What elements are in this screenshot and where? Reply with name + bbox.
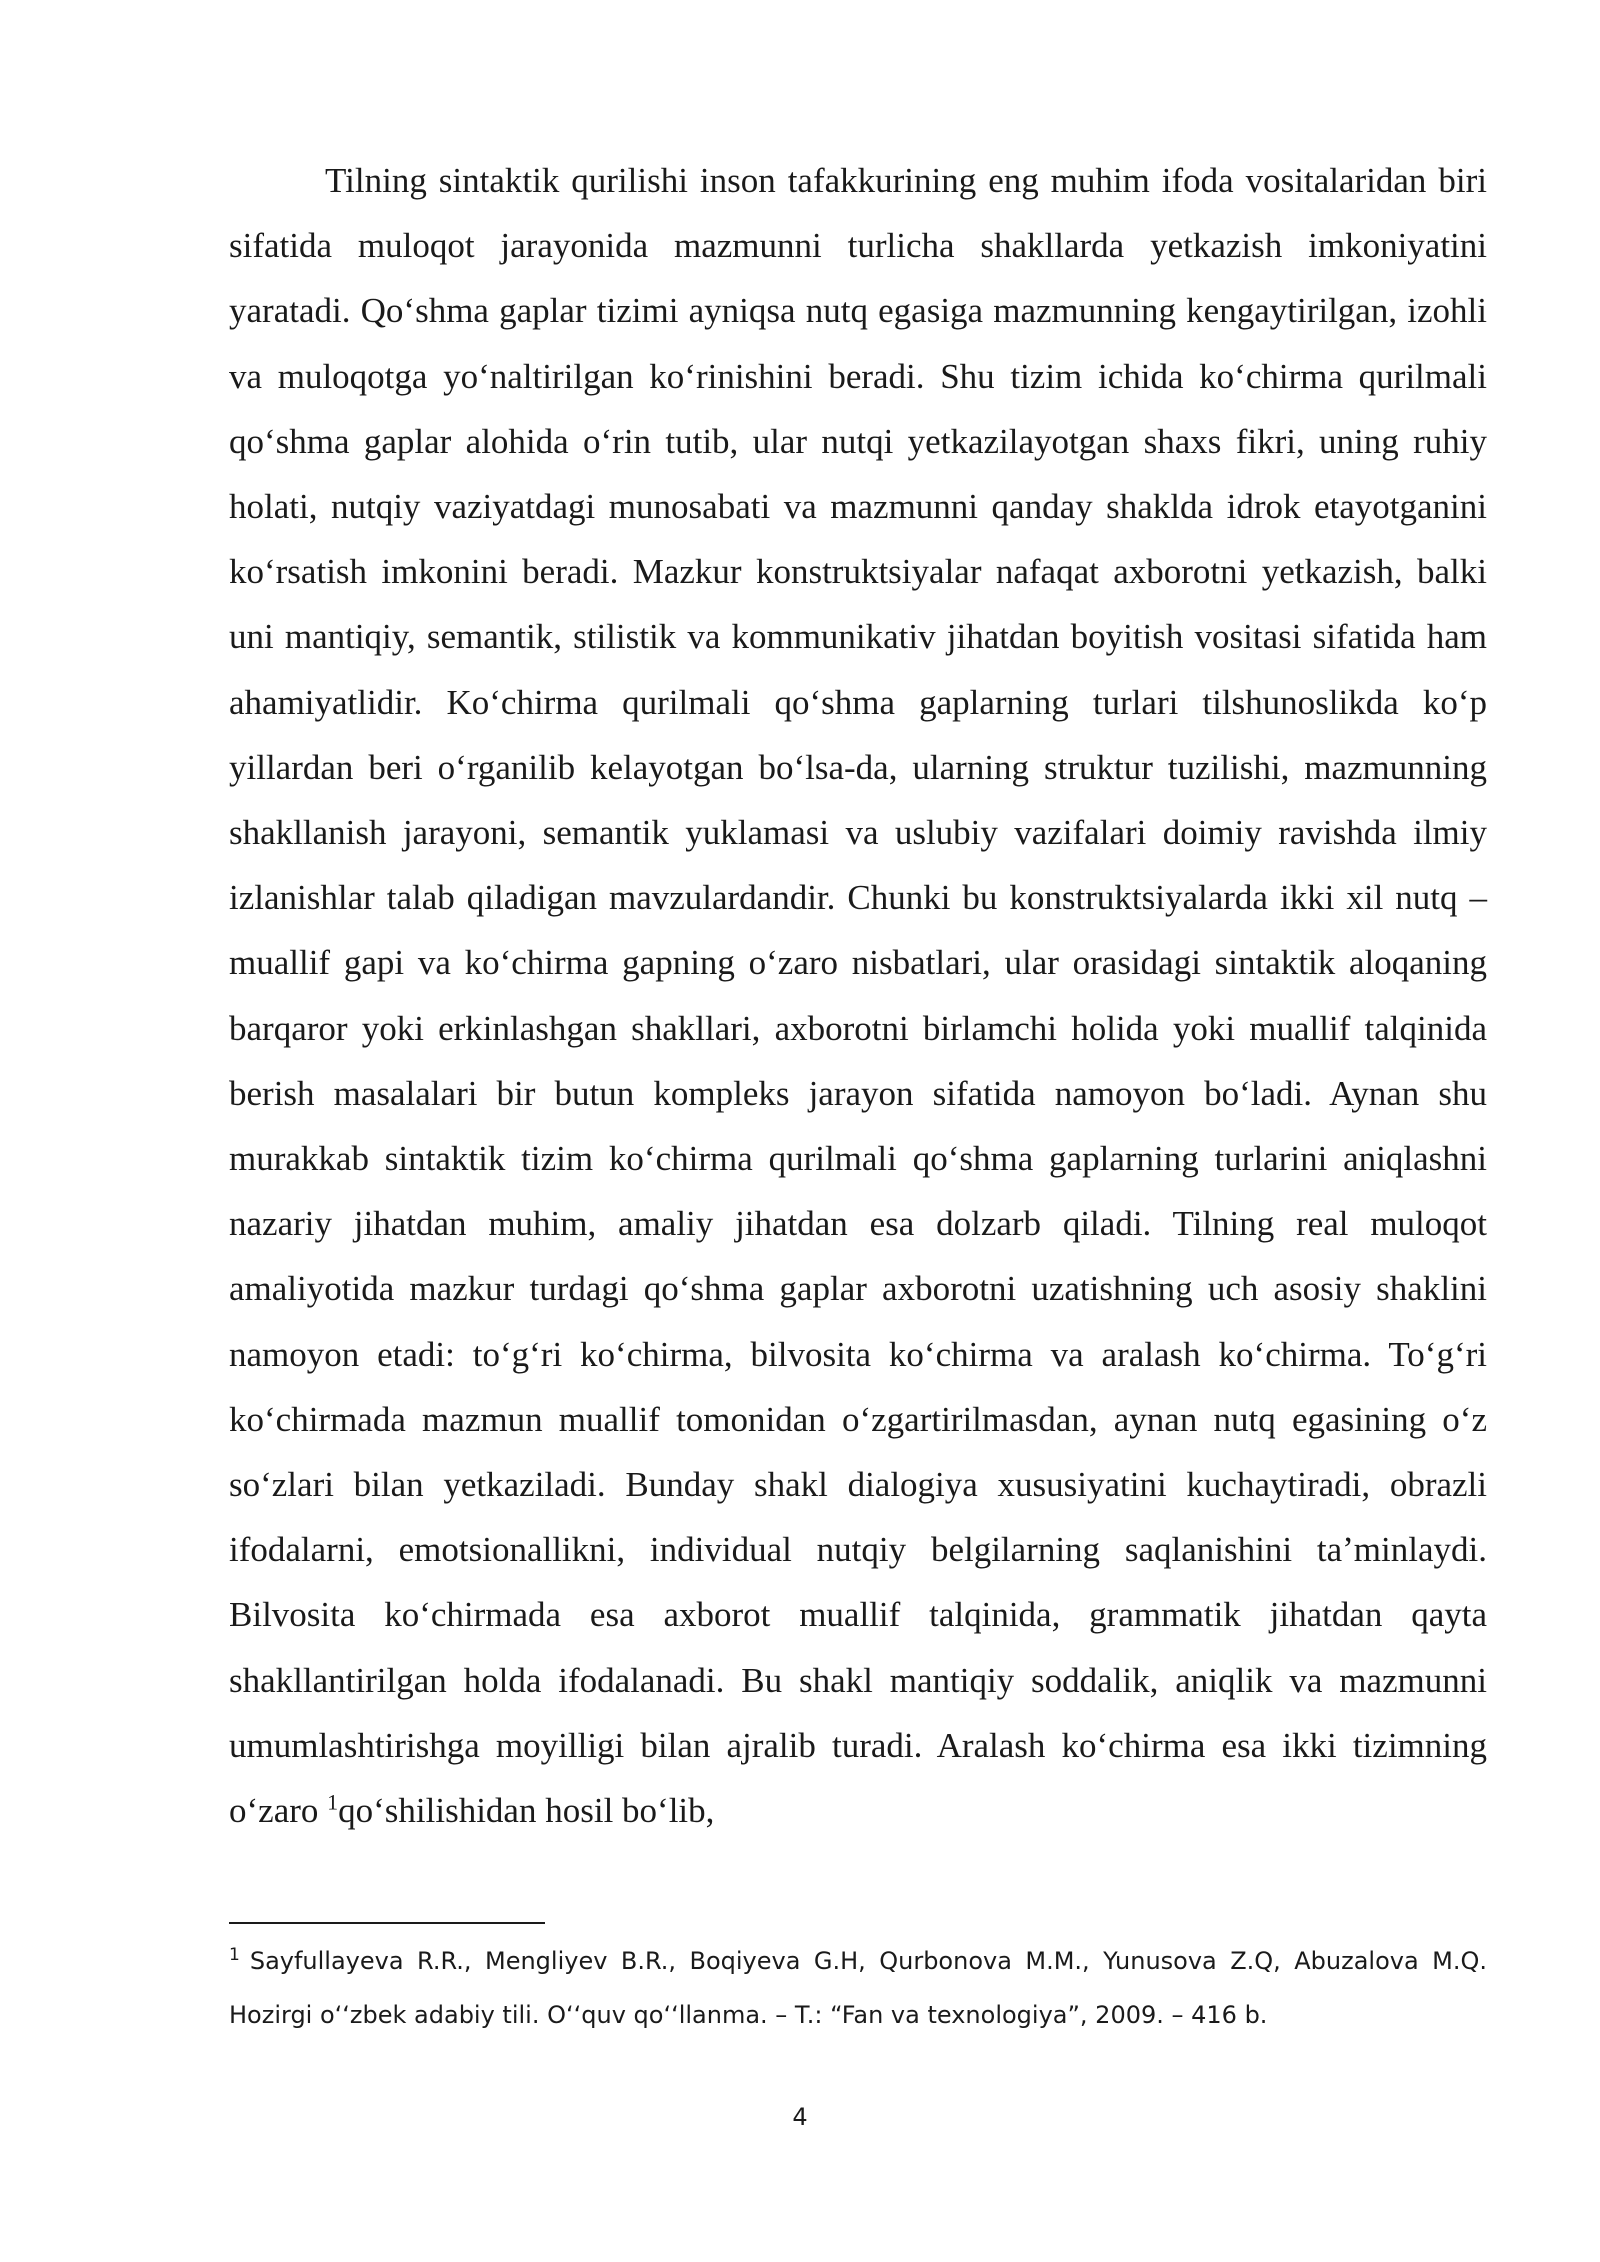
- footnote-text: Sayfullayeva R.R., Mengliyev B.R., Boqiyeva G.H, Qurbonova M.M., Yunusova Z.Q, Abuzalova M.Q. Hozirgi o‘‘zbek adabiy tili. O‘‘quv qo‘‘llanma. – T.: “Fan va texnologiya”, 2009. – 416 b.: [229, 1947, 1487, 2029]
- footnote-reference[interactable]: 1: [327, 1789, 339, 1815]
- footnote-separator: [229, 1922, 545, 1924]
- paragraph-text: Tilning sintaktik qurilishi inson tafakkurining eng muhim ifoda vositalaridan biri sifatida muloqot jarayonida mazmunni turlicha shakllarda yetkazish imkoniyatini yaratadi. Qoʻshma gaplar tizimi ayniqsa nutq egasiga mazmunning kengaytirilgan, izohli va muloqotga yoʻnaltirilgan koʻrinishini beradi. Shu tizim ichida koʻchirma qurilmali qoʻshma gaplar alohida oʻrin tutib, ular nutqi yetkazilayotgan shaxs fikri, uning ruhiy holati, nutqiy vaziyatdagi munosabati va mazmunni qanday shaklda idrok etayotganini koʻrsatish imkonini beradi. Mazkur konstruktsiyalar nafaqat axborotni yetkazish, balki uni mantiqiy, semantik, stilistik va kommunikativ jihatdan boyitish vositasi sifatida ham ahamiyatlidir. Koʻchirma qurilmali qoʻshma gaplarning turlari tilshunoslikda koʻp yillardan beri oʻrganilib kelayotgan boʻlsa-da, ularning struktur tuzilishi, mazmunning shakllanish jarayoni, semantik yuklamasi va uslubiy vazifalari doimiy ravishda ilmiy izlanishlar talab qiladigan mavzulardandir. Chunki bu konstruktsiyalarda ikki xil nutq – muallif gapi va koʻchirma gapning oʻzaro nisbatlari, ular orasidagi sintaktik aloqaning barqaror yoki erkinlashgan shakllari, axborotni birlamchi holida yoki muallif talqinida berish masalalari bir butun kompleks jarayon sifatida namoyon boʻladi. Aynan shu murakkab sintaktik tizim koʻchirma qurilmali qoʻshma gaplarning turlarini aniqlashni nazariy jihatdan muhim, amaliy jihatdan esa dolzarb qiladi. Tilning real muloqot amaliyotida mazkur turdagi qoʻshma gaplar axborotni uzatishning uch asosiy shaklini namoyon etadi: toʻgʻri koʻchirma, bilvosita koʻchirma va aralash koʻchirma. Toʻgʻri koʻchirmada mazmun muallif tomonidan oʻzgartirilmasdan, aynan nutq egasining oʻz soʻzlari bilan yetkaziladi. Bunday shakl dialogiya xususiyatini kuchaytiradi, obrazli ifodalarni, emotsionallikni, individual nutqiy belgilarning saqlanishini taʼminlaydi. Bilvosita koʻchirmada esa axborot muallif talqinida, grammatik jihatdan qayta shakllantirilgan holda ifodalanadi. Bu shakl mantiqiy soddalik, aniqlik va mazmunni umumlashtirishga moyilligi bilan ajralib turadi. Aralash koʻchirma esa ikki tizimning oʻzaro: [229, 161, 1487, 1831]
- footnote: [229, 1934, 1487, 2042]
- paragraph-text-continued: qoʻshilishidan hosil boʻlib,: [338, 1791, 715, 1831]
- footnote-number: 1: [229, 1945, 240, 1965]
- page-number: 4: [792, 2103, 808, 2131]
- body-paragraph: [229, 148, 1487, 1843]
